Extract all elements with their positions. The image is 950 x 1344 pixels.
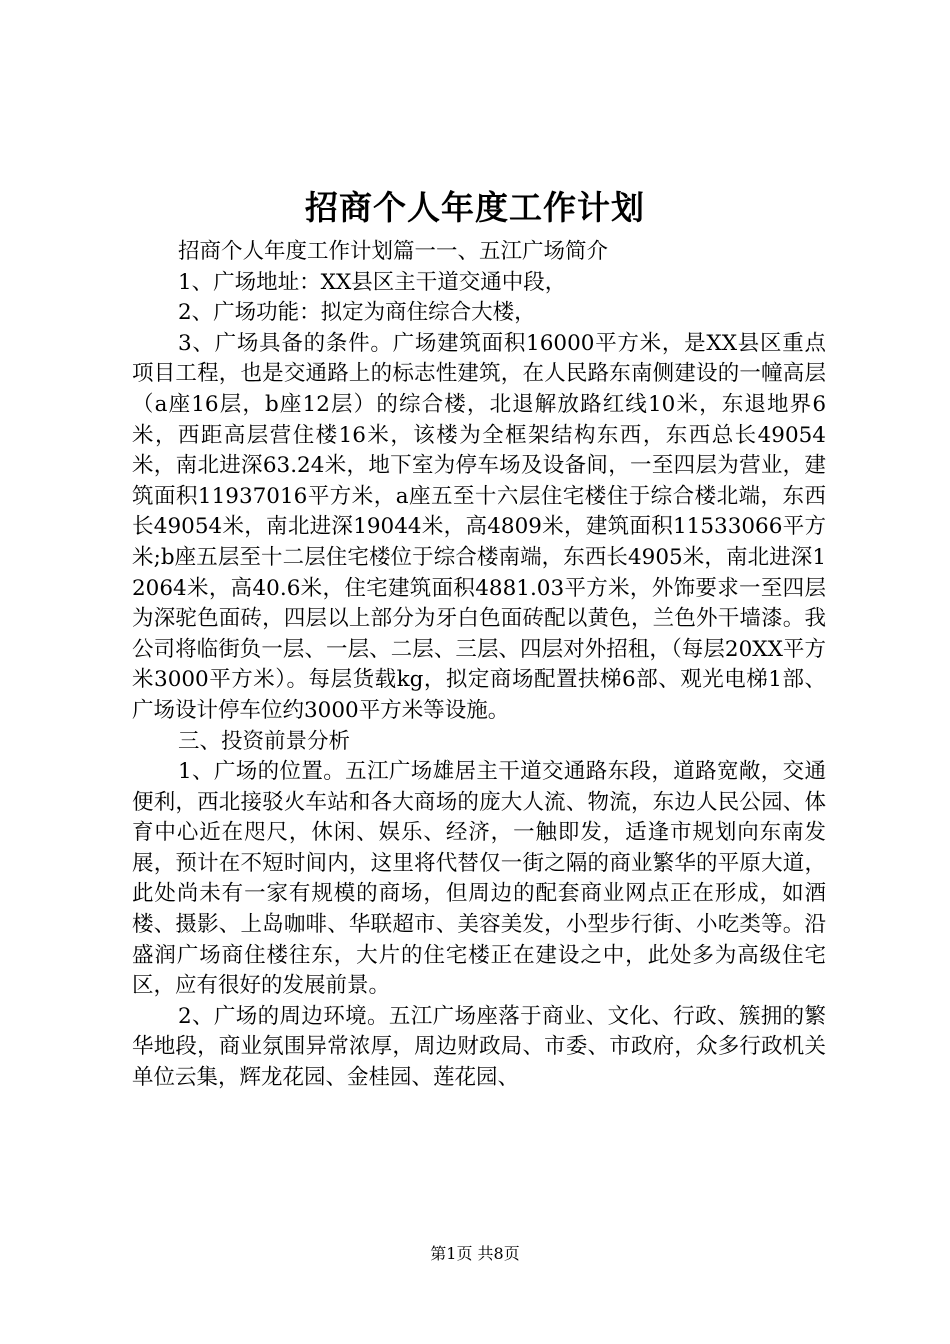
- document-title: 招商个人年度工作计划: [305, 188, 645, 227]
- paragraph-location: 1、广场的位置。五江广场雄居主干道交通路东段，道路宽敞，交通便利，西北接驳火车站和各大商场的庞大人流、物流，东边人民公园、体育中心近在咫尺，休闲、娱乐、经济，一触即发，适逢市规划向东南发展，预计在不短时间内，这里将代替仅一街之隔的商业繁华的平原大道，此处尚未有一家有规模的商场，但周边的配套商业网点正在形成，如酒楼、摄影、上岛咖啡、华联超市、美容美发，小型步行街、小吃类等。沿盛润广场商住楼往东，大片的住宅楼正在建设之中，此处多为高级住宅区，应有很好的发展前景。: [132, 759, 826, 999]
- paragraph-function: 2、广场功能：拟定为商住综合大楼，: [178, 300, 536, 326]
- paragraph-surroundings: 2、广场的周边环境。五江广场座落于商业、文化、行政、簇拥的繁华地段，商业氛围异常浓厚，周边财政局、市委、市政府，众多行政机关单位云集，辉龙花园、金桂园、莲花园、: [132, 1003, 826, 1091]
- paragraph-address: 1、广场地址：XX县区主干道交通中段，: [178, 269, 567, 295]
- document-body: [132, 237, 826, 1094]
- page-number-footer: 第1页 共8页: [430, 1244, 520, 1263]
- paragraph-conditions: 3、广场具备的条件。广场建筑面积16000平方米，是XX县区重点项目工程，也是交通路上的标志性建筑，在人民路东南侧建设的一幢高层（a座16层，b座12层）的综合楼，北退解放路红线10米，东退地界6米，西距高层营住楼16米，该楼为全框架结构东西，东西总长49054米，南北进深63.24米，地下室为停车场及设备间，一至四层为营业，建筑面积11937016平方米，a座五至十六层住宅楼住于综合楼北端，东西长49054米，南北进深19044米，高4809米，建筑面积11533066平方米;b座五层至十二层住宅楼位于综合楼南端，东西长4905米，南北进深12064米，高40.6米，住宅建筑面积4881.03平方米，外饰要求一至四层为深驼色面砖，四层以上部分为牙白色面砖配以黄色，兰色外干墙漆。我公司将临街负一层、一层、二层、三层、四层对外招租，（每层20XX平方米3000平方米）。每层货载kg，拟定商场配置扶梯6部、观光电梯1部、广场设计停车位约3000平方米等设施。: [132, 330, 826, 723]
- section-heading-investment: 三、投资前景分析: [178, 728, 351, 754]
- paragraph-intro-heading: 招商个人年度工作计划篇一一、五江广场简介: [178, 239, 609, 264]
